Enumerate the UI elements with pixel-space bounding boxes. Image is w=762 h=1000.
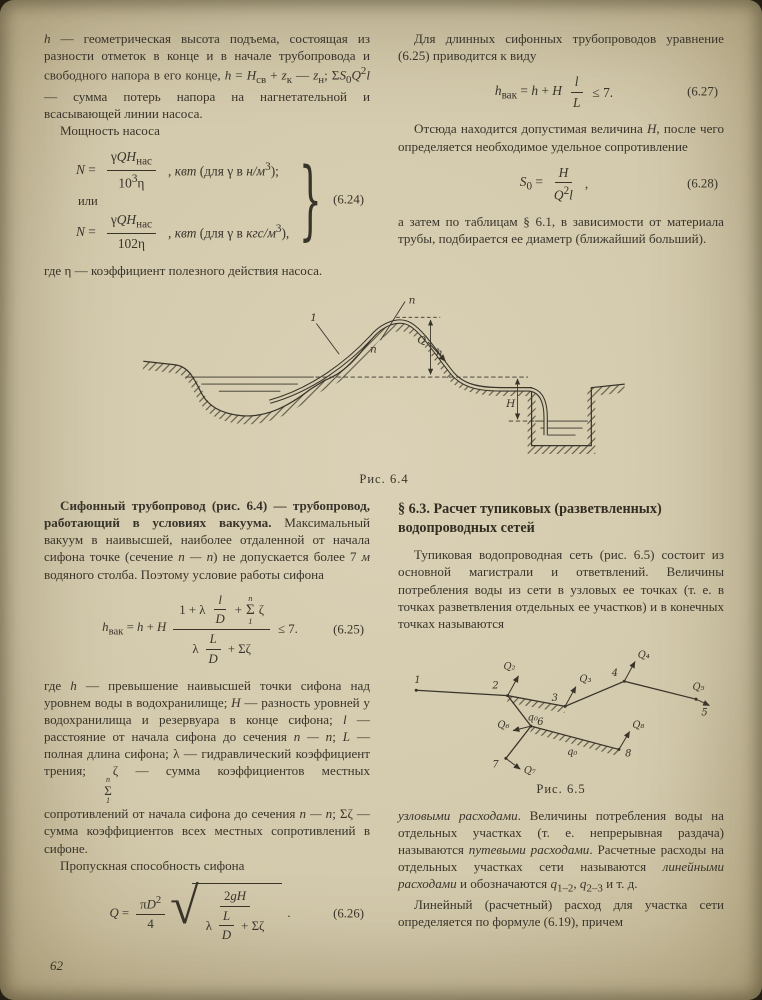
equation-number: (6.28) [687,176,718,191]
fraction [107,211,156,253]
fraction-numerator: l [571,73,583,93]
paragraph-allowed-H: Отсюда находится допустимая величина H, после чего определяется необходимое удельное сопротивление [398,121,724,154]
node-7: 7 [491,759,499,771]
figure-6-5-caption: Рис. 6.5 [536,782,586,797]
paragraph-siphon-capacity: Пропускная способность сифона [60,857,245,873]
radicand [192,883,283,944]
nested-fraction: $\frac{l}{D}$ [215,592,225,627]
right-column-bottom [398,497,724,953]
fraction-numerator: γQH$_{нас}$ [107,211,156,234]
term: 1 + λ [179,602,206,617]
node-6: 6 [536,717,544,729]
node-4: 4 [611,667,618,679]
equation-6-24-stack [72,148,289,253]
formula-units: , квт (для γ в $н/м^3$); [167,161,279,179]
fraction-denominator: L [572,94,581,110]
fraction: 2gH λ $\frac{L}{D}$ + Σζ [200,888,271,944]
section-heading-6-3: § 6.3. Расчет тупиковых (разветвленных) водопроводных сетей [398,500,662,537]
node-3: 3 [551,692,558,704]
label-n-bottom: n [369,343,377,356]
node-1: 1 [413,675,421,687]
equation-6-24 [44,148,364,253]
figure-6-4-diagram [138,291,630,467]
label-n-top: n [408,294,416,307]
formula-tail: , [584,176,589,192]
label-pipe-1: 1 [310,311,317,324]
label-Q2: Q₂ [502,661,515,673]
figure-6-5-diagram [409,640,714,776]
nested-fraction: $\frac{L}{D}$ [205,631,222,668]
ground-hatch [143,327,624,450]
paragraph-linear-flow: Линейный (расчетный) расход для участка сети определяется по формуле (6.19), причем [398,897,724,930]
equation-6-25 [44,592,364,668]
equation-6-26 [44,877,364,944]
summation: n Σ 1 [245,593,255,627]
formula-lhs: $h_{вак} = h + H$ [494,82,562,102]
paragraph-h-definition: h — геометрическая высота подъема, состоящая из разности отметок в конце и в начале трубопровода и свободного напора в его конце, $h = H_{св} + z_к$ — $z_н$; $\Sigma S_0Q^2l$ — сумма потерь напора на нагнетательной и всасывающей линии насоса. [44,31,370,121]
term: + Σζ [241,918,265,933]
formula-units: , квт (для γ в кгс/$м^3$), [167,222,290,241]
node-5: 5 [700,707,708,719]
fraction-denominator [200,907,271,945]
formula-lhs: $S_0$ = [519,174,543,193]
label-Q7: Q₇ [523,765,536,777]
siphon-pipe-inner [270,321,546,434]
paragraph-diameter-selection: а затем по таблицам § 6.1, в зависимости от материала трубы, подбирается ее диаметр (ближайший больший). [398,214,724,247]
equation-number: (6.26) [333,906,364,921]
figure-6-5 [398,640,724,798]
fraction-numerator: γQH$_{нас}$ [107,148,156,171]
paragraph-eta-definition: где η — коэффициент полезного действия насоса. [44,262,323,278]
fraction [569,73,584,111]
figure-6-4-caption: Рис. 6.4 [359,472,409,487]
formula-tail: . [287,906,291,921]
fraction-denominator: $10^3\eta$ [118,173,145,191]
nested-fraction: $\frac{L}{D}$ [218,908,235,945]
upper-water-lines [185,377,313,391]
square-root [170,877,282,944]
equation-6-24-or: или [78,194,98,209]
label-Q3: Q₃ [578,674,591,686]
label-q0-bottom: q₀ [566,746,577,758]
equation-6-24-row3 [76,211,289,253]
label-q0-top: q₀ [527,712,538,724]
formula-lhs: $h_{вак} = h + H$ [102,620,167,638]
term: λ [205,918,212,933]
figure-6-4 [44,291,724,488]
formula-lhs: N = [76,223,96,239]
fraction [107,148,156,192]
equation-brace: } [299,150,323,251]
equation-6-28 [398,164,718,205]
equation-6-24-row1 [76,148,279,192]
network-nodes [414,680,697,760]
left-column-top [44,30,370,279]
fraction-numerator [173,592,270,631]
equation-number: (6.24) [333,192,364,207]
fraction: $\frac{\pi D^2}{4}$ [136,894,165,933]
paragraph-siphon-definition: Сифонный трубопровод (рис. 6.4) — трубопровод, работающий в условиях вакуума. Максимальный вакуум в наивысшей, наиболее отдаленной от начала сифона точке (сечение n — n) не допускается более 7 м водяного столба. Поэтому условие работы сифона [44,497,370,582]
fraction-denominator: 102η [117,236,145,252]
plus-sign: + [234,602,242,617]
formula-tail: ≤ 7. [278,622,298,637]
label-Q8: Q₈ [631,719,644,731]
label-Q6: Q₆ [496,719,509,731]
term: + Σζ [227,642,251,657]
equation-number: (6.27) [687,84,718,99]
paragraph-long-siphon: Для длинных сифонных трубопроводов уравнение (6.25) приводится к виду [398,31,724,64]
radical-sign: √ [170,877,199,935]
zeta: ζ [258,602,265,617]
left-column-bottom [44,497,370,953]
bottom-section [44,497,724,953]
node-8: 8 [624,748,631,760]
fraction-denominator: $Q^2l$ [553,185,573,203]
paragraph-dead-end-network: Тупиковая водопроводная сеть (рис. 6.5) состоит из основной магистрали и ответвлений. Величины потребления воды из сети в узловых ее точках (т. е. в точках разветвления отдельных ее участков) и в конечных точках называются [398,547,724,631]
right-column-top [398,30,724,279]
formula-lhs: N = [76,162,96,178]
paragraph-node-flows: узловыми расходами. Величины потребления воды на отдельных участках (т. е. непрерывная раздача) называются путевыми расходами. Расчетные расходы на отдельных участках сети называются линейными расходами и обозначаются $q_{1-2}$, $q_{2-3}$ и т. д. [398,807,724,895]
equation-number: (6.25) [333,622,364,637]
formula-lhs: Q = [109,906,130,921]
page-number: 62 [50,957,63,973]
fraction-numerator: H [555,164,573,184]
paragraph-symbols-legend: где h — превышение наивысшей точки сифона над уровнем воды в водохранилище; H — разность уровней у водохранилища и резервуара в конце сифона; l — расстояние от начала сифона до сечения n — n; L — полная длина сифона; λ — гидравлический коэффициент трения; n Σ 1 ζ — сумма коэффициентов местных сопротивлений от начала сифона до сечения n — n; Σζ — сумма коэффициентов всех местных сопротивлений в сифоне. [44,677,370,856]
fraction-denominator [186,630,257,668]
label-h: h [435,346,443,359]
label-Q4: Q₄ [637,649,650,661]
term: λ [192,642,199,657]
equation-6-27 [398,73,718,111]
siphon-pipe-outer [270,321,546,434]
leader-line-1 [316,323,339,354]
formula-tail: ≤ 7. [592,84,614,100]
label-Q5: Q₅ [691,682,705,694]
label-q: Q [417,334,427,347]
main-fraction [173,592,270,668]
well-water-lines [535,421,588,435]
label-H: H [506,397,516,410]
node-2: 2 [491,680,499,692]
paragraph-pump-power: Мощность насоса [60,122,160,138]
fraction [550,164,577,205]
top-section [44,30,724,279]
